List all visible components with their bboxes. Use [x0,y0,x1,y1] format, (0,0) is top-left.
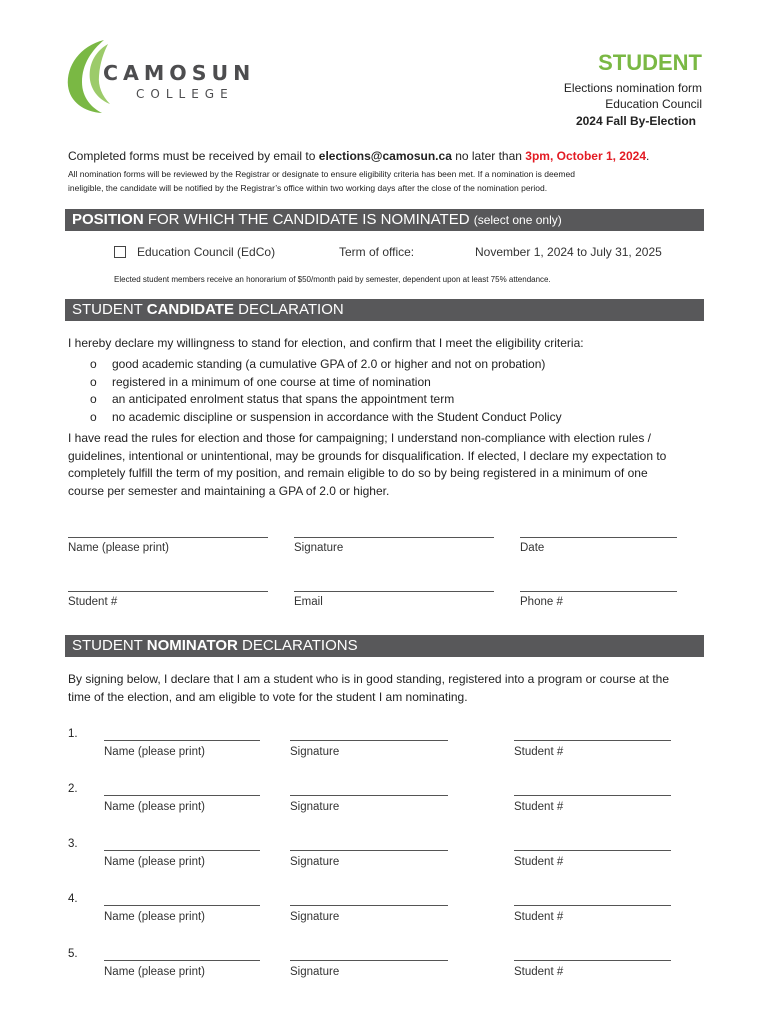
criterion-text: good academic standing (a cumulative GPA of 2.0 or higher and not on probation) [112,357,546,371]
candidate-student-number-field[interactable] [68,591,268,592]
nominator-heading-pre: STUDENT [72,637,147,654]
form-title: STUDENT [598,50,702,75]
candidate-heading-post: DECLARATION [233,301,344,318]
nominator-signature-label: Signature [290,746,340,758]
nominator-section-header [65,635,704,657]
candidate-email-field[interactable] [294,591,494,592]
logo-wordmark: CAMOSUN [103,61,256,85]
criterion-text: registered in a minimum of one course at time of nomination [112,374,431,389]
term-value: November 1, 2024 to July 31, 2025 [475,245,662,259]
nominator-signature-field[interactable] [290,960,448,961]
nominator-signature-label: Signature [290,856,340,868]
nominator-name-field[interactable] [104,905,260,906]
nominator-student-number-field[interactable] [514,905,671,906]
nominator-name-field[interactable] [104,960,260,961]
deadline-time: 3pm, October 1, 2024 [525,149,646,163]
candidate-signature-field[interactable] [294,537,494,538]
criterion-text: no academic discipline or suspension in accordance with the Student Conduct Policy [112,409,562,424]
nominator-signature-field[interactable] [290,905,448,906]
nominator-student-number-label: Student # [514,746,564,758]
candidate-date-field[interactable] [520,537,677,538]
logo-subtitle: COLLEGE [136,87,234,101]
deadline-middle: no later than [451,149,526,163]
nominator-number: 2. [68,783,78,795]
nominator-signature-field[interactable] [290,795,448,796]
candidate-student-number-label: Student # [68,596,118,608]
candidate-signature-label: Signature [294,542,344,554]
criterion-text: an anticipated enrolment status that spans the appointment term [112,392,455,406]
candidate-heading-bold: CANDIDATE [146,301,234,318]
bullet-icon: o [90,409,97,424]
nominator-number: 3. [68,838,78,850]
nominator-student-number-label: Student # [514,966,564,978]
position-section-header [65,209,704,231]
camosun-logo [66,38,266,114]
candidate-name-label: Name (please print) [68,542,169,554]
list-item [68,409,562,427]
nominator-student-number-field[interactable] [514,850,671,851]
nominator-name-label: Name (please print) [104,911,205,923]
candidate-heading-pre: STUDENT [72,301,147,318]
nominator-signature-label: Signature [290,801,340,813]
council-name: Education Council [605,97,702,111]
nominator-name-field[interactable] [104,740,260,741]
nominator-signature-label: Signature [290,966,340,978]
nominator-signature-field[interactable] [290,740,448,741]
bullet-icon: o [90,374,97,389]
election-name: 2024 Fall By-Election [575,114,696,128]
edco-checkbox[interactable] [114,246,126,258]
nominator-name-label: Name (please print) [104,966,205,978]
deadline-line [68,148,649,166]
nominator-intro-line: By signing below, I declare that I am a student who is in good standing, registered into a program or course at the [68,672,670,686]
candidate-phone-field[interactable] [520,591,677,592]
nominator-signature-field[interactable] [290,850,448,851]
candidate-name-field[interactable] [68,537,268,538]
position-heading-bold: POSITION [72,211,144,228]
candidate-date-label: Date [520,542,545,554]
rules-line: I have read the rules for election and those for campaigning; I understand non-compliance with election rules / [68,431,652,445]
edco-option-label: Education Council (EdCo) [137,245,276,259]
nominator-student-number-label: Student # [514,856,564,868]
nominator-student-number-field[interactable] [514,740,671,741]
elections-email-link[interactable]: elections@camosun.ca [318,149,452,163]
position-heading-rest: FOR WHICH THE CANDIDATE IS NOMINATED [143,211,474,228]
deadline-prefix: Completed forms must be received by email to [68,149,319,163]
bullet-icon: o [90,357,97,371]
nominator-student-number-field[interactable] [514,795,671,796]
rules-line: guidelines, intentional or unintentional, may be grounds for disqualification. If elected, I declare my expectation to [68,448,667,463]
nominator-number: 4. [68,893,78,905]
bullet-icon: o [90,392,97,406]
candidate-intro: I hereby declare my willingness to stand for election, and confirm that I meet the eligibility criteria: [68,336,584,350]
nominator-name-field[interactable] [104,850,260,851]
form-name: Elections nomination form [563,81,702,95]
rules-line: course per semester and maintaining a GPA of 2.0 or higher. [68,483,390,498]
nominator-name-label: Name (please print) [104,746,205,758]
rules-line: completely fulfill the term of my position, and remain eligible to do so by being registered in a minimum of one [68,466,648,480]
term-label: Term of office: [339,245,415,259]
review-note-line-1: All nomination forms will be reviewed by the Registrar or designate to ensure eligibility criteria has been met. If a nomination is deemed [68,169,575,179]
deadline-end: . [646,149,650,163]
nominator-student-number-label: Student # [514,801,564,813]
position-heading-note: (select one only) [473,213,562,227]
nominator-intro-line: time of the election, and am eligible to vote for the student I am nominating. [68,689,468,704]
list-item [68,374,562,392]
list-item [68,391,562,409]
honorarium-note: Elected student members receive an honorarium of $50/month paid by semester, dependent upon at least 75% attendance. [114,275,551,284]
candidate-section-header [65,299,704,321]
nominator-student-number-label: Student # [514,911,564,923]
list-item [68,356,562,374]
candidate-phone-label: Phone # [520,596,563,608]
nominator-number: 5. [68,948,78,960]
nominator-intro [68,671,669,706]
nominator-name-label: Name (please print) [104,856,205,868]
rules-paragraph [68,430,666,500]
nominator-name-field[interactable] [104,795,260,796]
eligibility-criteria-list [68,356,562,426]
nominator-heading-bold: NOMINATOR [146,637,238,654]
review-note-line-2: ineligible, the candidate will be notified by the Registrar’s office within two working days after the close of the nomination period. [68,183,548,193]
nominator-heading-post: DECLARATIONS [237,637,358,654]
nominator-name-label: Name (please print) [104,801,205,813]
candidate-email-label: Email [294,596,323,608]
nominator-signature-label: Signature [290,911,340,923]
nominator-student-number-field[interactable] [514,960,671,961]
nominator-number: 1. [68,728,78,740]
